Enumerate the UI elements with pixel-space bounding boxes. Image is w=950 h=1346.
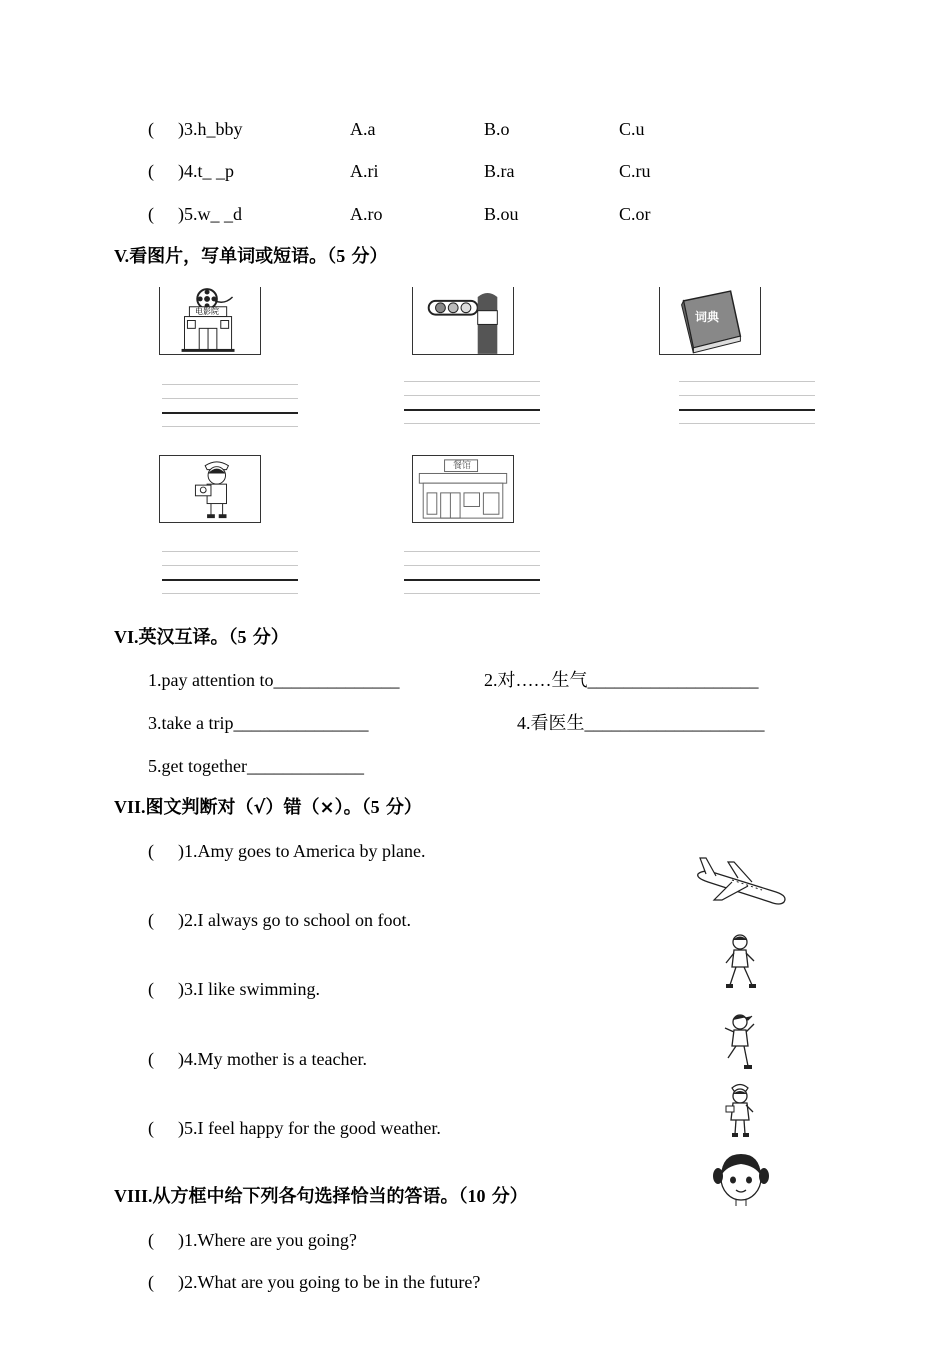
section-title: 看图片，写单词或短语。（	[129, 246, 337, 267]
translation-item[interactable]: 2.对……生气___________________	[484, 670, 759, 690]
judge-statement: )1.Amy goes to America by plane.	[178, 841, 426, 861]
answer-paren[interactable]: (	[148, 119, 154, 139]
answer-paren[interactable]: (	[148, 1230, 154, 1250]
cinema-sign: 电影院	[195, 307, 219, 316]
running-girl-picture	[722, 1012, 758, 1070]
restaurant-sign: 餐馆	[453, 461, 472, 471]
translation-item[interactable]: 3.take a trip_______________	[148, 713, 369, 733]
section-v-heading	[114, 247, 387, 266]
section-number: V.	[114, 246, 130, 266]
traffic-light-picture	[412, 287, 514, 355]
answer-paren[interactable]: (	[148, 1272, 154, 1292]
happy-girl-picture	[712, 1148, 770, 1206]
section-title: 英汉互译。（	[138, 627, 238, 648]
option-a: A.a	[350, 119, 376, 139]
option-b: B.o	[484, 119, 510, 139]
walking-boy-picture	[722, 933, 758, 991]
section-number: VIII.	[114, 1186, 153, 1206]
writing-lines[interactable]	[679, 381, 815, 425]
cinema-picture	[159, 287, 261, 355]
section-viii-heading	[114, 1187, 528, 1206]
section-score-unit: 分）	[485, 1186, 528, 1207]
question-text: )1.Where are you going?	[178, 1230, 357, 1250]
option-b: B.ra	[484, 161, 515, 181]
section-score: 10	[467, 1186, 486, 1206]
option-a: A.ri	[350, 161, 379, 181]
section-score-unit: 分）	[246, 627, 289, 648]
judge-statement: )2.I always go to school on foot.	[178, 910, 411, 930]
nurse-girl-picture	[722, 1082, 758, 1140]
section-score-unit: 分）	[345, 246, 388, 267]
answer-paren[interactable]: (	[148, 841, 154, 861]
answer-paren[interactable]: (	[148, 161, 154, 181]
restaurant-picture	[412, 455, 514, 523]
translation-item[interactable]: 1.pay attention to______________	[148, 670, 400, 690]
section-vii-heading	[114, 798, 422, 817]
option-a: A.ro	[350, 204, 383, 224]
option-c: C.ru	[619, 161, 651, 181]
writing-lines[interactable]	[162, 384, 298, 428]
section-vi-heading	[114, 628, 289, 647]
answer-paren[interactable]: (	[148, 1118, 154, 1138]
option-c: C.or	[619, 204, 651, 224]
section-number: VII.	[114, 797, 146, 817]
answer-paren[interactable]: (	[148, 910, 154, 930]
writing-lines[interactable]	[162, 551, 298, 595]
translation-item[interactable]: 5.get together_____________	[148, 756, 364, 776]
section-score: 5	[237, 627, 247, 647]
section-score: 5	[370, 797, 380, 817]
answer-paren[interactable]: (	[148, 979, 154, 999]
question-text: )3.h_bby	[178, 119, 243, 139]
photographer-picture	[159, 455, 261, 523]
answer-paren[interactable]: (	[148, 204, 154, 224]
dictionary-picture	[659, 287, 761, 355]
writing-lines[interactable]	[404, 551, 540, 595]
writing-lines[interactable]	[404, 381, 540, 425]
answer-paren[interactable]: (	[148, 1049, 154, 1069]
section-title: 图文判断对（√）错（×）。（	[145, 797, 371, 818]
airplane-picture	[692, 852, 790, 912]
option-b: B.ou	[484, 204, 519, 224]
question-text: )2.What are you going to be in the future?	[178, 1272, 481, 1292]
section-score-unit: 分）	[379, 797, 422, 818]
section-score: 5	[336, 246, 346, 266]
question-text: )4.t_ _p	[178, 161, 234, 181]
section-title: 从方框中给下列各句选择恰当的答语。（	[152, 1186, 468, 1207]
section-number: VI.	[114, 627, 139, 647]
judge-statement: )4.My mother is a teacher.	[178, 1049, 367, 1069]
translation-item[interactable]: 4.看医生____________________	[517, 713, 765, 733]
dictionary-label: 词典	[695, 310, 720, 324]
judge-statement: )5.I feel happy for the good weather.	[178, 1118, 441, 1138]
option-c: C.u	[619, 119, 645, 139]
judge-statement: )3.I like swimming.	[178, 979, 320, 999]
question-text: )5.w_ _d	[178, 204, 242, 224]
